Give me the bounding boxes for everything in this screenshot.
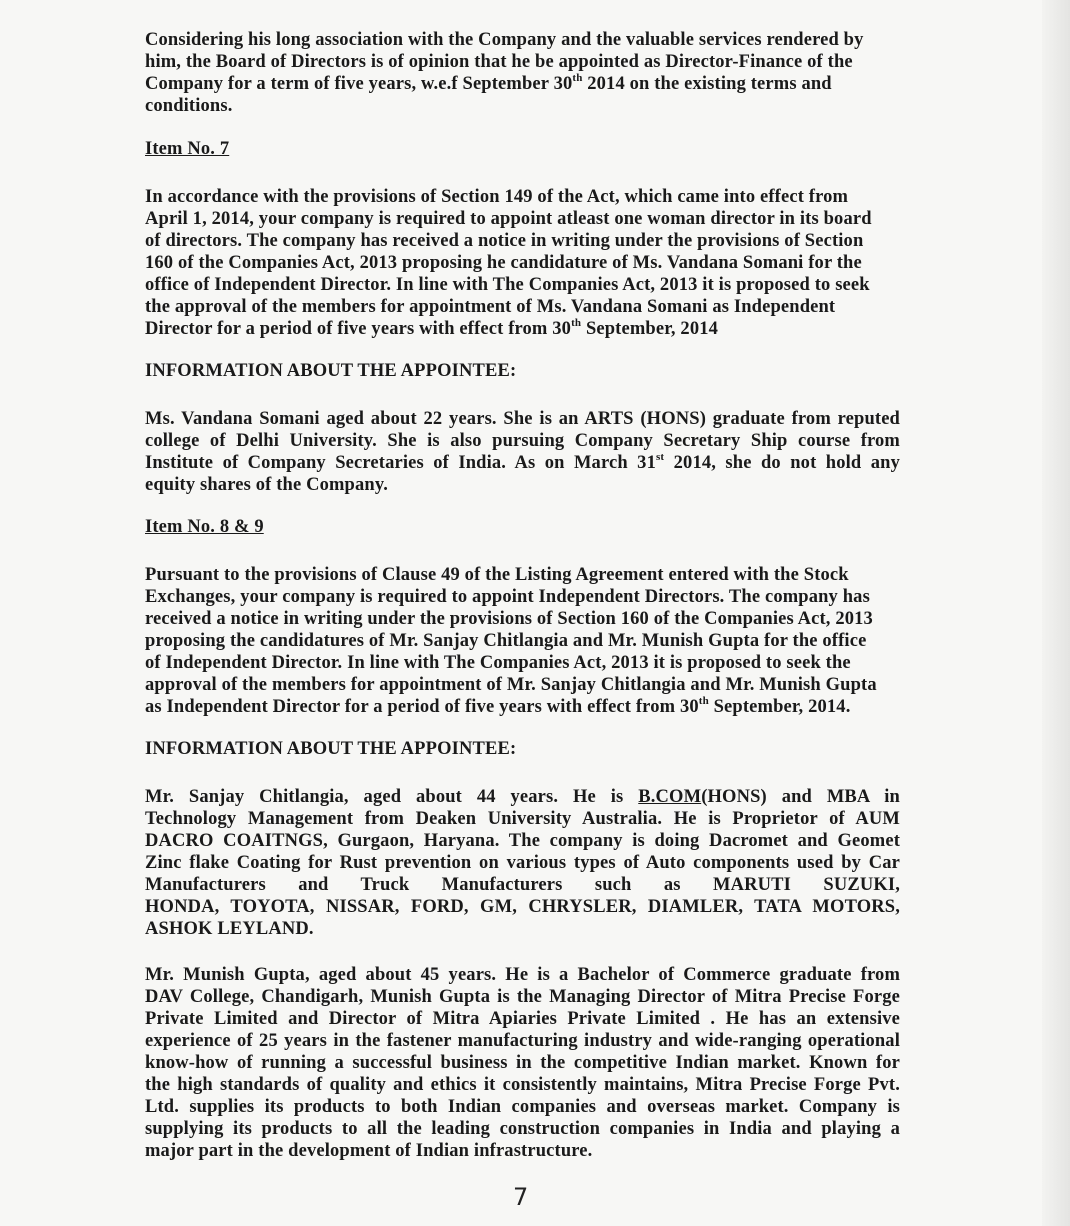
- text-line: ASHOK LEYLAND.: [145, 919, 314, 939]
- text-line: [145, 452, 900, 474]
- text-line: approval of the members for appointment of Mr. Sanjay Chitlangia and Mr. Munish Gupta: [145, 675, 877, 695]
- text-line: conditions.: [145, 96, 233, 116]
- para-vandana-somani: [145, 408, 900, 496]
- text-line: office of Independent Director. In line with The Companies Act, 2013 it is proposed to seek: [145, 275, 870, 295]
- text-segment: Institute of Company Secretaries of India. As on March 31: [145, 453, 656, 473]
- text-segment: September, 2014: [581, 319, 719, 339]
- text-line: received a notice in writing under the provisions of Section 160 of the Companies Act, 2013: [145, 609, 873, 629]
- text-segment: Company for a term of five years, w.e.f September 30: [145, 74, 573, 94]
- text-line: of directors. The company has received a notice in writing under the provisions of Section: [145, 231, 864, 251]
- text-segment: 2014, she do not hold any: [664, 453, 900, 473]
- text-line: Private Limited and Director of Mitra Apiaries Private Limited . He has an extensive: [145, 1009, 900, 1029]
- text-line: Ms. Vandana Somani aged about 22 years. She is an ARTS (HONS) graduate from reputed: [145, 409, 900, 429]
- scan-edge-shadow: [1042, 0, 1070, 1226]
- text-line: major part in the development of Indian infrastructure.: [145, 1141, 593, 1161]
- text-line: him, the Board of Directors is of opinion that he be appointed as Director-Finance of the: [145, 52, 853, 72]
- superscript: st: [656, 451, 665, 463]
- superscript: th: [698, 695, 709, 707]
- text-line: supplying its products to all the leading construction companies in India and playing a: [145, 1119, 900, 1139]
- text-line: Ltd. supplies its products to both Indian companies and overseas market. Company is: [145, 1097, 900, 1117]
- text-line: Manufacturers and Truck Manufacturers such as MARUTI SUZUKI,: [145, 875, 900, 895]
- text-line: [145, 318, 900, 340]
- text-line: INFORMATION ABOUT THE APPOINTEE:: [145, 739, 517, 759]
- text-line: the high standards of quality and ethics it consistently maintains, Mitra Precise Forge Pvt.: [145, 1075, 900, 1095]
- text-line: know-how of running a successful business in the competitive Indian market. Known for: [145, 1053, 900, 1073]
- text-segment: September, 2014.: [708, 697, 851, 717]
- text-segment: Director for a period of five years with effect from 30: [145, 319, 572, 339]
- text-line: equity shares of the Company.: [145, 475, 388, 495]
- superscript: th: [571, 317, 582, 329]
- text-line: experience of 25 years in the fastener manufacturing industry and wide-ranging operational: [145, 1031, 900, 1051]
- text-line: April 1, 2014, your company is required to appoint atleast one woman director in its board: [145, 209, 872, 229]
- text-line: INFORMATION ABOUT THE APPOINTEE:: [145, 361, 517, 381]
- text-line: In accordance with the provisions of Section 149 of the Act, which came into effect from: [145, 187, 849, 207]
- page-number: 7: [513, 1183, 529, 1211]
- heading-item-7: [145, 138, 900, 160]
- heading-item-8-9: [145, 516, 900, 538]
- text-line: [145, 786, 900, 808]
- text-line: Pursuant to the provisions of Clause 49 of the Listing Agreement entered with the Stock: [145, 565, 849, 585]
- para-munish-gupta: [145, 964, 900, 1162]
- heading-info-appointee-2: [145, 738, 900, 760]
- text-line: Zinc flake Coating for Rust prevention on various types of Auto components used by Car: [145, 853, 900, 873]
- para-sanjay-chitlangia: [145, 786, 900, 940]
- para-item-8-9: [145, 564, 900, 718]
- text-segment: Mr. Sanjay Chitlangia, aged about 44 years. He is: [145, 787, 639, 807]
- text-line: the approval of the members for appointment of Ms. Vandana Somani as Independent: [145, 297, 836, 317]
- heading-info-appointee-1: [145, 360, 900, 382]
- text-segment: 2014 on the existing terms and: [582, 74, 832, 94]
- text-line: DAV College, Chandigarh, Munish Gupta is the Managing Director of Mitra Precise Forge: [145, 987, 900, 1007]
- text-line: DACRO COAITNGS, Gurgaon, Haryana. The company is doing Dacromet and Geomet: [145, 831, 900, 851]
- text-line: [145, 696, 900, 718]
- text-line: Exchanges, your company is required to appoint Independent Directors. The company has: [145, 587, 870, 607]
- para-item-7: [145, 186, 900, 340]
- text-segment: as Independent Director for a period of five years with effect from 30: [145, 697, 699, 717]
- text-line: 160 of the Companies Act, 2013 proposing he candidature of Ms. Vandana Somani for the: [145, 253, 862, 273]
- para-director-finance: [145, 29, 900, 117]
- text-line: Technology Management from Deaken University Australia. He is Proprietor of AUM: [145, 809, 900, 829]
- text-line: of Independent Director. In line with The Companies Act, 2013 it is proposed to seek the: [145, 653, 851, 673]
- text-line: Item No. 8 & 9: [145, 517, 264, 537]
- superscript: th: [572, 72, 583, 84]
- text-line: HONDA, TOYOTA, NISSAR, FORD, GM, CHRYSLER, DIAMLER, TATA MOTORS,: [145, 897, 900, 917]
- text-line: Considering his long association with the Company and the valuable services rendered by: [145, 30, 864, 50]
- text-line: college of Delhi University. She is also pursuing Company Secretary Ship course from: [145, 431, 900, 451]
- text-line: Item No. 7: [145, 139, 230, 159]
- text-line: Mr. Munish Gupta, aged about 45 years. He is a Bachelor of Commerce graduate from: [145, 965, 900, 985]
- underlined-text: B.COM: [638, 787, 702, 807]
- text-segment: (HONS) and MBA in: [701, 787, 900, 807]
- text-line: [145, 73, 900, 95]
- text-line: proposing the candidatures of Mr. Sanjay Chitlangia and Mr. Munish Gupta for the office: [145, 631, 867, 651]
